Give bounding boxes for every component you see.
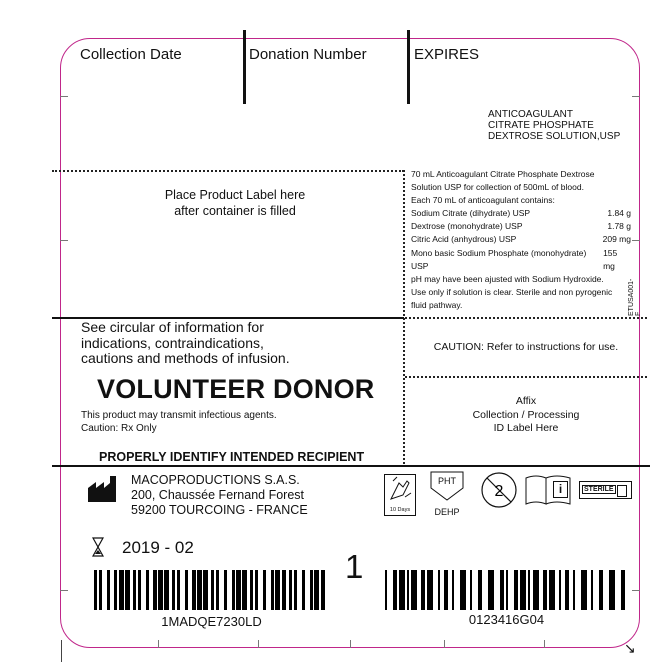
collection-date-label: Collection Date: [80, 46, 182, 63]
composition-line: 70 mL Anticoagulant Citrate Phosphate Dextrose: [411, 169, 595, 179]
affix-line: ID Label Here: [493, 422, 559, 434]
manufacturer-name: MACOPRODUCTIONS S.A.S.: [131, 473, 300, 487]
manufacturer-city: 59200 TOURCOING - FRANCE: [131, 503, 308, 517]
ingredient-row: [411, 207, 631, 220]
circular-line: See circular of information for: [81, 319, 264, 335]
affix-line: Affix: [515, 395, 537, 407]
ingredient-name: Dextrose (monohydrate) USP: [411, 221, 523, 232]
product-label-placeholder: [90, 187, 380, 219]
composition-line: fluid pathway.: [411, 299, 463, 310]
ingredient-list: [411, 207, 631, 272]
product-name-line: DEXTROSE SOLUTION,USP: [488, 131, 621, 142]
composition-line: Each 70 mL of anticoagulant contains:: [411, 195, 555, 206]
sterile-icon: [579, 481, 632, 499]
barcode-right: [385, 570, 628, 610]
barcode-bar: [625, 570, 627, 610]
header-divider-2: [407, 30, 410, 104]
ingredient-name: Sodium Citrate (dihydrate) USP: [411, 208, 531, 219]
factory-icon: [88, 476, 122, 502]
expires-label: EXPIRES: [414, 46, 480, 63]
ingredient-name: Mono basic Sodium Phosphate (monohydrate) USP: [411, 247, 587, 271]
tick: [258, 640, 259, 648]
document-code: ETUSA001-F: [628, 278, 642, 316]
tick: [544, 640, 545, 648]
pht-icon: [427, 470, 467, 502]
barcode-left: [94, 570, 329, 610]
composition-line: Solution USP for collection of 500mL of blood.: [411, 182, 584, 193]
ingredient-amount: 209 mg: [602, 234, 631, 245]
ingredient-amount: 1.78 g: [607, 221, 631, 232]
tick: [60, 590, 68, 591]
product-name: [488, 109, 620, 142]
placeholder-line: after container is filled: [174, 204, 296, 218]
composition-line: pH may have been ajusted with Sodium Hydroxide.: [411, 273, 604, 284]
tick: [350, 640, 351, 648]
tick: [60, 96, 68, 97]
circular-line: cautions and methods of infusion.: [81, 350, 290, 366]
crop-mark: [61, 640, 62, 662]
sterile-text: STERILE: [584, 486, 614, 493]
dehp-text: DEHP: [434, 507, 460, 517]
manufacturer-address: [131, 473, 308, 518]
dotted-divider-right-1: [405, 317, 647, 319]
caution-instructions: CAUTION: Refer to instructions for use.: [433, 341, 619, 353]
hourglass-icon: [92, 537, 104, 557]
sterile-fluid-path-box: [617, 485, 627, 497]
dotted-divider-right-2: [405, 376, 647, 378]
storage-days-icon: [384, 474, 416, 516]
corner-arrow-icon: ↘: [624, 640, 636, 656]
infectious-warning: This product may transmit infectious agents.: [81, 410, 277, 421]
volunteer-donor-title: VOLUNTEER DONOR: [97, 374, 375, 404]
circular-information: [81, 320, 290, 367]
ingredient-row: [411, 220, 631, 233]
barcode-left-text: 1MADQE7230LD: [161, 614, 262, 629]
affix-line: Collection / Processing: [472, 408, 580, 421]
solid-divider-bottom: [52, 465, 650, 467]
info-icon: i: [553, 481, 568, 498]
tick: [632, 240, 640, 241]
tick: [158, 640, 159, 648]
identify-recipient: PROPERLY IDENTIFY INTENDED RECIPIENT: [99, 450, 365, 464]
product-name-line: ANTICOAGULANT: [488, 109, 574, 120]
ingredient-name: Citric Acid (anhydrous) USP: [411, 234, 517, 245]
days-text: 10 Days: [389, 507, 411, 513]
tick: [632, 590, 640, 591]
tick: [60, 240, 68, 241]
circular-line: indications, contraindications,: [81, 334, 264, 351]
lot-digit: 1: [345, 548, 364, 585]
affix-id-label: [405, 395, 647, 436]
tick: [444, 640, 445, 648]
composition-line: Use only if solution is clear. Sterile and non pyrogenic: [411, 286, 613, 297]
barcode-bar: [325, 570, 328, 610]
ingredient-row: [411, 247, 631, 273]
ingredient-amount: 1.84 g: [607, 208, 631, 219]
ingredient-row: [411, 233, 631, 246]
do-not-reuse-icon: [478, 471, 520, 509]
tick: [632, 96, 640, 97]
product-name-line: CITRATE PHOSPHATE: [488, 120, 594, 131]
hand-icon: [385, 475, 415, 503]
expiry-date: 2019 - 02: [122, 538, 194, 557]
composition-block: [411, 168, 631, 312]
manufacturer-street: 200, Chaussée Fernand Forest: [131, 488, 305, 502]
dotted-divider-top: [52, 170, 404, 172]
svg-text:2: 2: [494, 483, 504, 500]
barcode-right-text: 0123416G04: [468, 612, 545, 627]
placeholder-line: Place Product Label here: [164, 188, 306, 202]
header-divider-1: [243, 30, 246, 104]
rx-caution: Caution: Rx Only: [81, 423, 157, 434]
donation-number-label: Donation Number: [249, 46, 367, 63]
pht-text: PHT: [438, 476, 456, 486]
ingredient-amount: 155 mg: [603, 247, 618, 271]
